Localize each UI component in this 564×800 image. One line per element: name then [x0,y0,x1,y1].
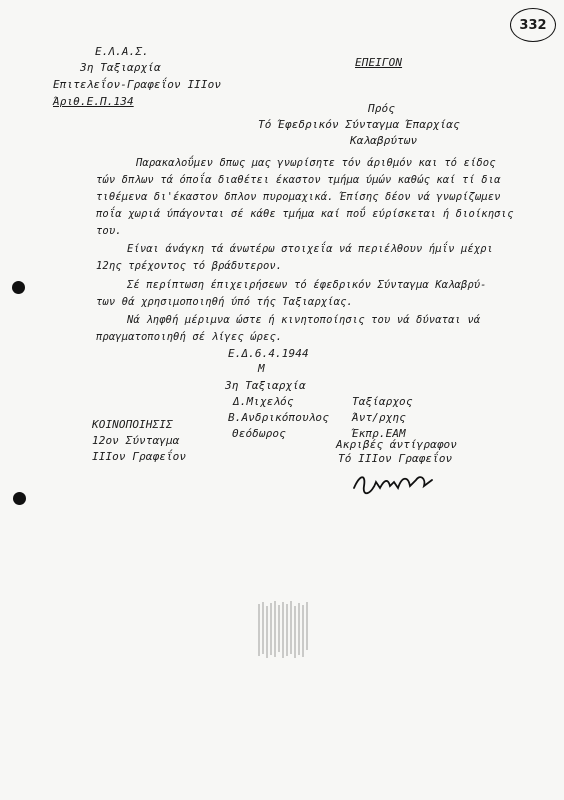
signature-unit: 3η Ταξιαρχία [225,379,306,392]
punch-hole-top [12,281,25,294]
signature-name-1: Δ.Μιχελός [233,395,294,408]
page-number: 332 [519,17,547,33]
body-p3-line1: Σέ περίπτωση έπιχειρήσεων τό έφεδρικόν Σύνταγμα Καλαβρύ- [127,279,487,291]
handwritten-signature [350,468,440,496]
distribution-item-2: ΙΙΙον Γραφεΐον [92,450,187,463]
signature-name-2: Β.Ανδρικόπουλος [228,411,329,424]
reference-number: Άριθ.Ε.Π.134 [53,95,134,108]
body-p1-line3: τιθέμενα δι'έκαστον δπλον πυρομαχικά. Έπίσης δέον νά γνωρίζωμεν [96,191,501,203]
punch-hole-bottom [13,492,26,505]
signature-role-1: Ταξίαρχος [352,395,413,408]
body-p3-line2: των θά χρησιμοποιηθή ύπό τής Ταξιαρχίας. [96,296,353,308]
body-p1-line1: Παρακαλοΰμεν δπως μας γνωρίσητε τόν άριθμόν και τό είδος [136,157,496,169]
signature-role-2: Άντ/ρχης [352,411,406,424]
sender-unit: 3η Ταξιαρχία [80,61,161,74]
certified-line1: Ακριβές άντίγραφον [336,438,458,451]
body-p2-line2: 12ης τρέχοντος τό βράδυτερον. [96,260,283,272]
certified-line2: Τό ΙΙΙον Γραφεΐον [338,452,453,465]
signature-role-3: Έκπρ.ΕΑΜ [352,427,406,440]
date-mark: Μ [258,362,265,375]
body-p1-line2: τών δπλων τά όποΐα διαθέτει έκαστον τμήμα ύμών καθώς καί τί δια [96,174,501,186]
sender-office: Επιτελεΐον-Γραφεΐον ΙΙΙον [53,78,222,91]
recipient-line1: Τό Έφεδρικόν Σύνταγμα Έπαρχίας [258,118,460,131]
scan-artifact [255,600,315,660]
document-date: Ε.Δ.6.4.1944 [228,347,309,360]
page-number-stamp [510,8,556,42]
body-p1-line5: του. [96,225,122,237]
distribution-title: ΚΟΙΝΟΠΟΙΗΣΙΣ [92,418,173,431]
recipient-line2: Καλαβρύτων [350,134,418,147]
classification-label: ΕΠΕΙΓΟΝ [355,56,403,69]
body-p1-line4: ποΐα χωριά ύπάγονται σέ κάθε τμήμα καί ποΰ εύρίσκεται ή διοίκησις [96,208,514,220]
distribution-item-1: 12ον Σύνταγμα [92,434,180,447]
signature-name-3: Θεόδωρος [232,427,286,440]
body-p4-line2: πραγματοποιηθή σέ λίγες ώρες. [96,331,283,343]
body-p2-line1: Είναι άνάγκη τά άνωτέρω στοιχεΐα νά περιέλθουν ήμΐν μέχρι [127,243,494,255]
body-p4-line1: Νά ληφθή μέριμνα ώστε ή κινητοποίησις του νά δύναται νά [127,314,481,326]
recipient-to: Πρός [368,102,395,115]
sender-org: Ε.Λ.Α.Σ. [95,45,149,58]
